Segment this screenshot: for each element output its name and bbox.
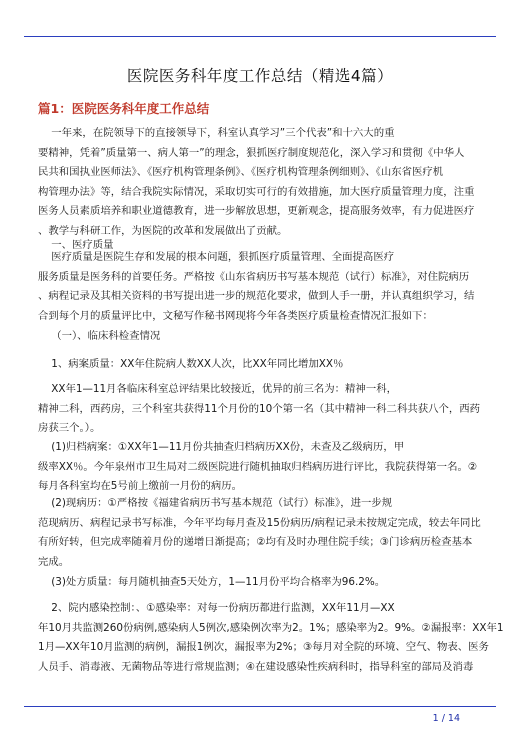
- paragraph-case-quality: 1、病案质量：XX年住院病人数XX人次，比XX年同比增加XX％: [38, 358, 344, 370]
- paragraph-medical-quality: 医疗质量是医院生存和发展的根本问题，狠抓医疗质量管理、全面提高医疗 服务质量是医务科的首要任务。严格按《山东省病历书写基本规范（试行）标准》，对住院病历 、病程记录及其相关资料的书写提出进一步的规范化要求，做到人手一册，并认真组织学习，结 合到每个月的质量评比中，文秘写作秘书网现将今年各类医疗质量检查情况汇报如下：: [38, 251, 475, 322]
- paragraph-clinical-check-heading: （一）、临床科检查情况: [38, 330, 161, 342]
- document-title: 医院医务科年度工作总结（精选4篇）: [126, 67, 394, 85]
- page-indicator: 1 / 14: [432, 713, 460, 724]
- paragraph-archived-cases: (1)归档病案：①XX年1—11月份共抽查归档病历XX份，未查及乙级病历，甲 级率XX％。今年泉州市卫生局对二级医院进行随机抽取归档病历进行评比，我院获得第一名。② 每月各科室均在5号前上缴前一月份的病历。: [38, 441, 478, 493]
- header-rule: [24, 36, 496, 37]
- paragraph-overall-results: XX年1—11月各临床科室总评结果比较接近，优异的前三名为：精神一科， 精神二科，西药房，三个科室共获得11个月份的10个第一名（其中精神一科二科共获八个，西药 房获三个。）。: [38, 383, 481, 435]
- paragraph-current-cases: (2)现病历：①严格按《福建省病历书写基本规范（试行）标准》，进一步规 范现病历、病程记录书写标准，今年平均每月查及15份病历/病程记录未按规定完成，较去年同比 有所好转，但完成率随着月份的递增日渐提高；②均有及时办理住院手续；③门诊病历检查基本 完成。: [38, 497, 481, 568]
- paragraph-intro: 一年来，在院领导下的直接领导下，科室认真学习”三个代表”和十六大的重 要精神，凭着”质量第一、病人第一”的理念，狠抓医疗制度规范化，深入学习和贯彻《中华人 民共和国执业医师法》、《医疗机构管理条例》、《医疗机构管理条例细则》、《山东省医疗机 构管理办法》等，结合我院实际情况，采取切实可行的有效措施，加大医疗质量管理力度，注重 医务人员素质培养和职业道德教育，进一步解放思想，更新观念，提高服务效率，有力促进医疗 、教学与科研工作，为医院的改革和发展做出了贡献。: [38, 127, 475, 237]
- section-heading: 篇1：医院医务科年度工作总结: [38, 101, 210, 116]
- footer-rule: [24, 706, 496, 707]
- paragraph-prescription-quality: (3)处方质量：每月随机抽查5天处方，1—11月份平均合格率为96.2%。: [38, 576, 386, 588]
- paragraph-infection-control: 2、院内感染控制：、①感染率：对每一份病历都进行监测，XX年11月—XX 年10月共监测260份病例,感染病人5例次,感染例次率为2。1%；感染率为2。9%。②漏报率：XX年1 1月—XX年10月监测的病例，漏报1例次，漏报率为2%；③每月对全院的环境、空气、物表、医务 人员手、消毒液、无菌物品等进行常规监测；④在建设感染性疾病科时，指导科室的部局及消毒: [38, 602, 504, 673]
- paragraph-medical-quality-heading: 一、医疗质量: [38, 239, 114, 251]
